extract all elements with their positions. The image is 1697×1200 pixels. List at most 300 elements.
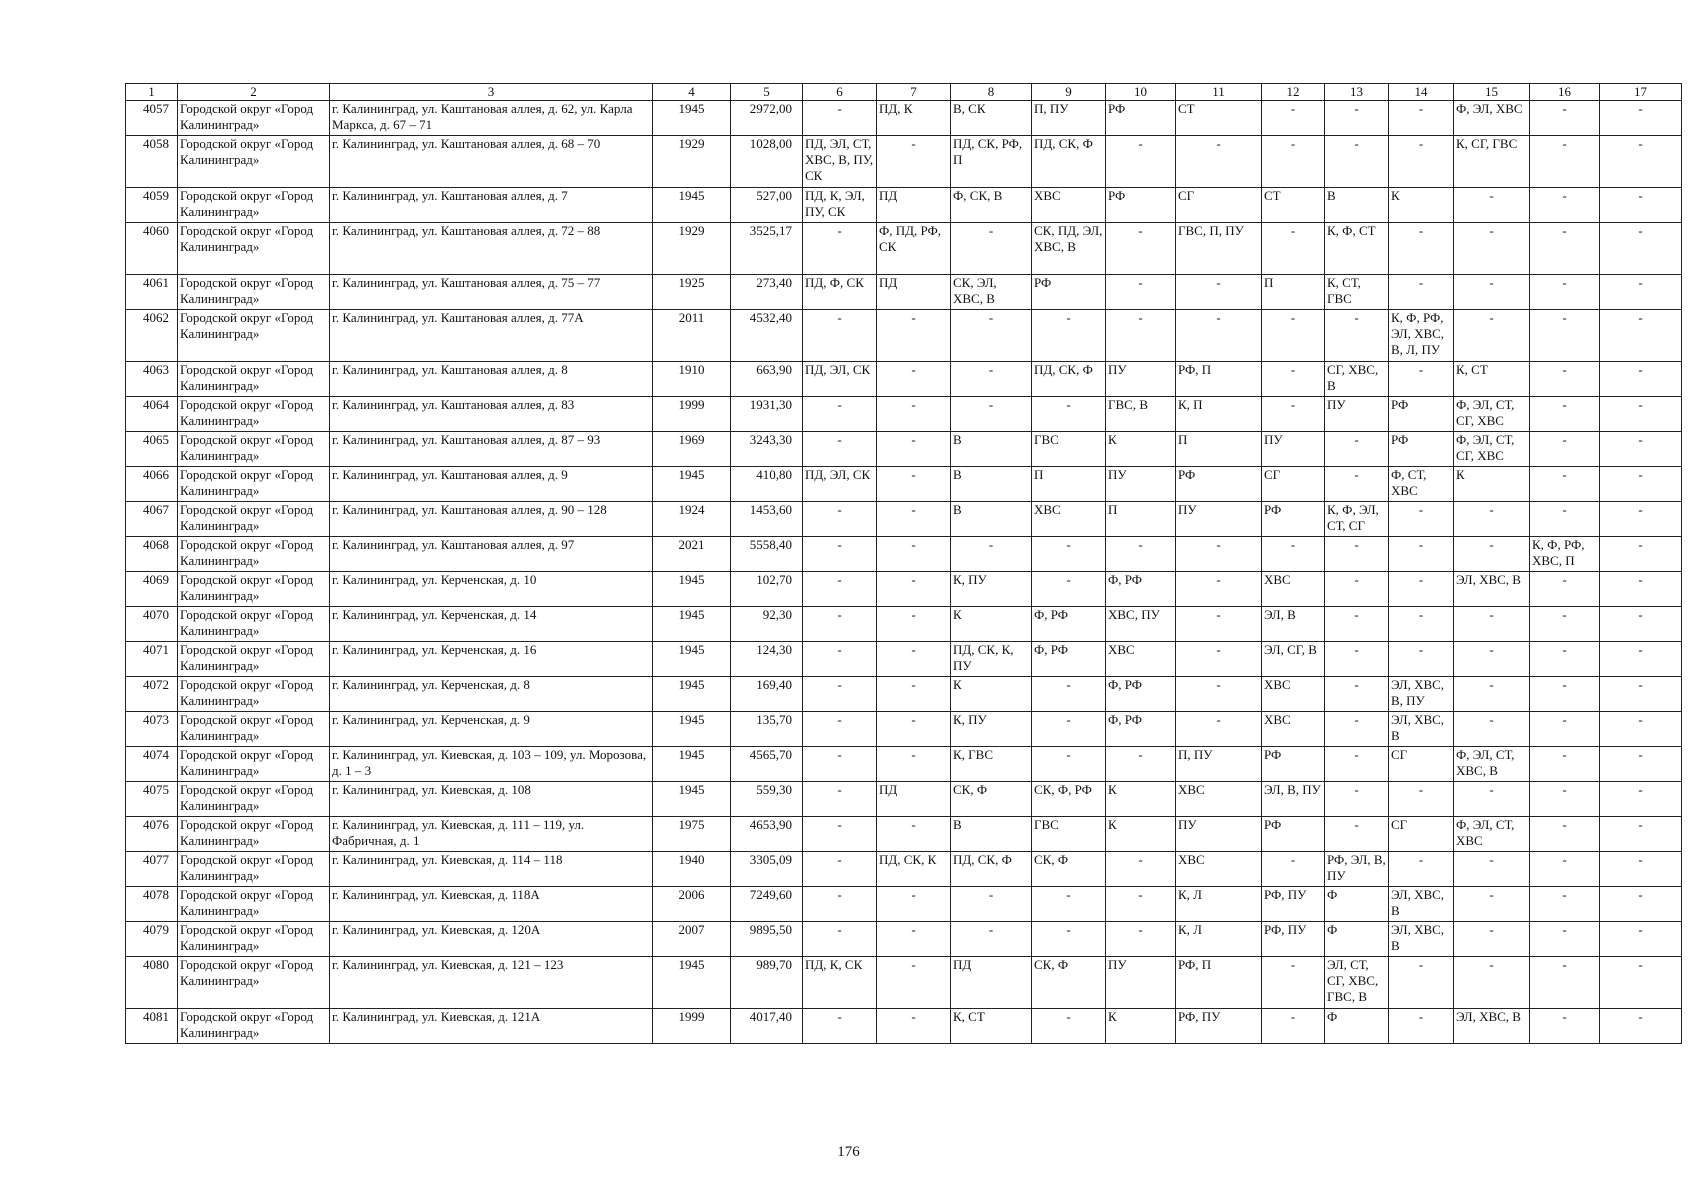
table-cell: К, Ф, РФ, ЭЛ, ХВС, В, Л, ПУ xyxy=(1389,310,1454,362)
table-cell: - xyxy=(951,223,1032,275)
table-row xyxy=(126,712,1682,747)
table-cell: РФ xyxy=(1262,502,1325,537)
table-cell: - xyxy=(877,607,951,642)
table-cell: 169,40 xyxy=(731,677,803,712)
row-number-cell: 4078 xyxy=(126,887,178,922)
table-row xyxy=(126,467,1682,502)
table-cell: - xyxy=(1325,101,1389,136)
table-cell: РФ xyxy=(1106,188,1176,223)
table-cell: РФ xyxy=(1389,432,1454,467)
table-cell: - xyxy=(951,397,1032,432)
table-cell: 273,40 xyxy=(731,275,803,310)
table-cell: - xyxy=(1530,397,1600,432)
table-cell: - xyxy=(1600,712,1682,747)
table-cell: - xyxy=(803,817,877,852)
municipality-cell: Городской округ «Город Калининград» xyxy=(178,642,330,677)
table-cell: - xyxy=(1600,467,1682,502)
column-header-14: 14 xyxy=(1389,84,1454,101)
table-cell: 1945 xyxy=(653,188,731,223)
table-cell: Ф, ЭЛ, СТ, ХВС xyxy=(1454,817,1530,852)
table-cell: - xyxy=(1454,537,1530,572)
municipality-cell: Городской округ «Город Калининград» xyxy=(178,502,330,537)
table-cell: - xyxy=(1389,502,1454,537)
column-header-8: 8 xyxy=(951,84,1032,101)
table-cell: - xyxy=(1600,275,1682,310)
municipality-cell: Городской округ «Город Калининград» xyxy=(178,223,330,275)
table-cell: Ф, РФ xyxy=(1032,607,1106,642)
table-cell: - xyxy=(1600,957,1682,1009)
row-number-cell: 4066 xyxy=(126,467,178,502)
table-cell: - xyxy=(1600,188,1682,223)
table-row xyxy=(126,188,1682,223)
table-cell: - xyxy=(877,572,951,607)
table-cell: - xyxy=(1530,467,1600,502)
column-header-16: 16 xyxy=(1530,84,1600,101)
row-number-cell: 4071 xyxy=(126,642,178,677)
table-cell: - xyxy=(1530,747,1600,782)
row-number-cell: 4057 xyxy=(126,101,178,136)
table-cell: 989,70 xyxy=(731,957,803,1009)
table-cell: 410,80 xyxy=(731,467,803,502)
table-cell: - xyxy=(803,223,877,275)
table-cell: ЭЛ, ХВС, В xyxy=(1389,712,1454,747)
table-cell: СК, ЭЛ, ХВС, В xyxy=(951,275,1032,310)
address-cell: г. Калининград, ул. Каштановая аллея, д. 75 – 77 xyxy=(330,275,653,310)
table-cell: 1028,00 xyxy=(731,136,803,188)
table-cell: СК, Ф, РФ xyxy=(1032,782,1106,817)
table-cell: ПД, СК, Ф xyxy=(1032,136,1106,188)
address-cell: г. Калининград, ул. Каштановая аллея, д. 68 – 70 xyxy=(330,136,653,188)
table-cell: - xyxy=(1325,677,1389,712)
table-cell: - xyxy=(1032,1009,1106,1044)
table-cell: - xyxy=(1600,607,1682,642)
table-cell: - xyxy=(1600,397,1682,432)
row-number-cell: 4061 xyxy=(126,275,178,310)
table-cell: - xyxy=(1262,101,1325,136)
table-cell: - xyxy=(1600,502,1682,537)
table-cell: ХВС xyxy=(1106,642,1176,677)
table-cell: - xyxy=(1600,432,1682,467)
column-header-5: 5 xyxy=(731,84,803,101)
table-cell: ХВС xyxy=(1262,712,1325,747)
table-cell: 4565,70 xyxy=(731,747,803,782)
table-cell: К, ГВС xyxy=(951,747,1032,782)
table-cell: - xyxy=(1032,922,1106,957)
table-cell: ПУ xyxy=(1176,817,1262,852)
table-cell: - xyxy=(1032,747,1106,782)
table-cell: П xyxy=(1032,467,1106,502)
address-cell: г. Калининград, ул. Каштановая аллея, д. 87 – 93 xyxy=(330,432,653,467)
municipality-cell: Городской округ «Город Калининград» xyxy=(178,712,330,747)
municipality-cell: Городской округ «Город Калининград» xyxy=(178,922,330,957)
table-cell: К, ПУ xyxy=(951,572,1032,607)
table-cell: - xyxy=(1176,136,1262,188)
table-cell: Ф, ПД, РФ, СК xyxy=(877,223,951,275)
table-cell: - xyxy=(1032,887,1106,922)
table-cell: - xyxy=(1389,607,1454,642)
table-row xyxy=(126,502,1682,537)
table-cell: Ф, РФ xyxy=(1106,677,1176,712)
table-cell: 1910 xyxy=(653,362,731,397)
table-cell: - xyxy=(877,1009,951,1044)
table-cell: РФ, П xyxy=(1176,957,1262,1009)
table-cell: К xyxy=(1106,432,1176,467)
table-cell: В xyxy=(951,467,1032,502)
municipality-cell: Городской округ «Город Калининград» xyxy=(178,397,330,432)
table-cell: 663,90 xyxy=(731,362,803,397)
table-cell: - xyxy=(803,101,877,136)
table-cell: 1931,30 xyxy=(731,397,803,432)
table-cell: - xyxy=(1600,310,1682,362)
table-cell: 1969 xyxy=(653,432,731,467)
table-cell: СГ xyxy=(1176,188,1262,223)
table-cell: - xyxy=(1325,642,1389,677)
table-cell: - xyxy=(803,782,877,817)
table-cell: 3243,30 xyxy=(731,432,803,467)
table-cell: 3305,09 xyxy=(731,852,803,887)
table-body xyxy=(126,101,1682,1044)
table-cell: - xyxy=(1600,362,1682,397)
table-cell: ПУ xyxy=(1262,432,1325,467)
table-cell: 1945 xyxy=(653,572,731,607)
row-number-cell: 4074 xyxy=(126,747,178,782)
table-cell: - xyxy=(1600,782,1682,817)
row-number-cell: 4062 xyxy=(126,310,178,362)
table-row xyxy=(126,101,1682,136)
address-cell: г. Калининград, ул. Керченская, д. 9 xyxy=(330,712,653,747)
table-cell: 4653,90 xyxy=(731,817,803,852)
table-cell: - xyxy=(1530,607,1600,642)
column-header-7: 7 xyxy=(877,84,951,101)
table-cell: 2021 xyxy=(653,537,731,572)
table-cell: - xyxy=(1389,572,1454,607)
column-header-13: 13 xyxy=(1325,84,1389,101)
table-cell: - xyxy=(1600,572,1682,607)
table-cell: 1945 xyxy=(653,782,731,817)
table-row xyxy=(126,1009,1682,1044)
table-cell: 135,70 xyxy=(731,712,803,747)
table-cell: - xyxy=(1106,136,1176,188)
table-cell: - xyxy=(803,852,877,887)
table-cell: - xyxy=(877,642,951,677)
table-cell: ЭЛ, СТ, СГ, ХВС, ГВС, В xyxy=(1325,957,1389,1009)
table-cell: - xyxy=(1389,852,1454,887)
table-row xyxy=(126,537,1682,572)
table-cell: РФ, ПУ xyxy=(1262,887,1325,922)
table-cell: - xyxy=(1176,537,1262,572)
table-cell: ХВС, ПУ xyxy=(1106,607,1176,642)
address-cell: г. Калининград, ул. Керченская, д. 8 xyxy=(330,677,653,712)
table-cell: - xyxy=(1262,957,1325,1009)
column-header-9: 9 xyxy=(1032,84,1106,101)
column-header-12: 12 xyxy=(1262,84,1325,101)
table-row xyxy=(126,310,1682,362)
table-cell: - xyxy=(1600,101,1682,136)
table-cell: К, П xyxy=(1176,397,1262,432)
table-cell: - xyxy=(1032,537,1106,572)
table-cell: - xyxy=(1454,957,1530,1009)
table-cell: - xyxy=(1176,607,1262,642)
table-cell: - xyxy=(1176,642,1262,677)
table-row xyxy=(126,922,1682,957)
table-cell: - xyxy=(1262,310,1325,362)
column-header-15: 15 xyxy=(1454,84,1530,101)
table-cell: 1945 xyxy=(653,957,731,1009)
table-row xyxy=(126,852,1682,887)
table-cell: - xyxy=(951,537,1032,572)
table-cell: - xyxy=(877,957,951,1009)
table-cell: - xyxy=(803,747,877,782)
table-cell: - xyxy=(1454,887,1530,922)
address-cell: г. Калининград, ул. Каштановая аллея, д. 83 xyxy=(330,397,653,432)
municipality-cell: Городской округ «Город Калининград» xyxy=(178,957,330,1009)
municipality-cell: Городской округ «Город Калининград» xyxy=(178,310,330,362)
table-cell: - xyxy=(1454,642,1530,677)
table-cell: - xyxy=(877,922,951,957)
table-cell: 1945 xyxy=(653,712,731,747)
table-cell: СТ xyxy=(1262,188,1325,223)
table-cell: СК, Ф xyxy=(1032,852,1106,887)
table-cell: К xyxy=(1454,467,1530,502)
table-cell: - xyxy=(1600,642,1682,677)
table-cell: - xyxy=(1325,572,1389,607)
table-cell: 1929 xyxy=(653,223,731,275)
table-cell: - xyxy=(1600,136,1682,188)
table-cell: - xyxy=(803,712,877,747)
table-cell: 1999 xyxy=(653,1009,731,1044)
table-cell: Ф, ЭЛ, ХВС xyxy=(1454,101,1530,136)
table-cell: - xyxy=(803,922,877,957)
table-cell: - xyxy=(1389,642,1454,677)
table-cell: - xyxy=(1106,852,1176,887)
row-number-cell: 4067 xyxy=(126,502,178,537)
address-cell: г. Калининград, ул. Керченская, д. 10 xyxy=(330,572,653,607)
municipality-cell: Городской округ «Город Калининград» xyxy=(178,101,330,136)
table-cell: - xyxy=(951,310,1032,362)
table-cell: К, Л xyxy=(1176,922,1262,957)
row-number-cell: 4069 xyxy=(126,572,178,607)
table-cell: К xyxy=(1389,188,1454,223)
table-cell: - xyxy=(803,397,877,432)
table-cell: - xyxy=(1454,607,1530,642)
table-cell: Ф xyxy=(1325,887,1389,922)
address-cell: г. Калининград, ул. Каштановая аллея, д. 72 – 88 xyxy=(330,223,653,275)
table-cell: - xyxy=(803,572,877,607)
table-cell: ПД xyxy=(877,188,951,223)
table-cell: - xyxy=(1530,677,1600,712)
table-cell: К xyxy=(951,607,1032,642)
row-number-cell: 4079 xyxy=(126,922,178,957)
table-cell: ХВС xyxy=(1032,502,1106,537)
table-cell: - xyxy=(1106,310,1176,362)
table-cell: 102,70 xyxy=(731,572,803,607)
table-cell: - xyxy=(1262,397,1325,432)
table-cell: ПД, СК, РФ, П xyxy=(951,136,1032,188)
page-number: 176 xyxy=(837,1144,860,1160)
municipality-cell: Городской округ «Город Калининград» xyxy=(178,852,330,887)
table-row xyxy=(126,362,1682,397)
table-cell: - xyxy=(1530,922,1600,957)
table-cell: 2011 xyxy=(653,310,731,362)
table-cell: РФ, ПУ xyxy=(1262,922,1325,957)
table-cell: - xyxy=(1389,782,1454,817)
table-cell: - xyxy=(803,537,877,572)
address-cell: г. Калининград, ул. Киевская, д. 118А xyxy=(330,887,653,922)
table-cell: - xyxy=(1176,310,1262,362)
table-cell: - xyxy=(1176,712,1262,747)
table-cell: - xyxy=(1325,537,1389,572)
table-cell: - xyxy=(1032,677,1106,712)
table-cell: ХВС xyxy=(1176,782,1262,817)
table-cell: В xyxy=(951,432,1032,467)
table-cell: - xyxy=(877,397,951,432)
table-cell: РФ xyxy=(1106,101,1176,136)
table-cell: Ф, РФ xyxy=(1106,712,1176,747)
table-cell: - xyxy=(1106,922,1176,957)
address-cell: г. Калининград, ул. Киевская, д. 108 xyxy=(330,782,653,817)
table-cell: - xyxy=(803,887,877,922)
table-cell: ПД, К, ЭЛ, ПУ, СК xyxy=(803,188,877,223)
table-cell: - xyxy=(1530,642,1600,677)
table-cell: - xyxy=(1176,572,1262,607)
table-row xyxy=(126,607,1682,642)
table-cell: СГ xyxy=(1389,747,1454,782)
table-cell: ПД, СК, К, ПУ xyxy=(951,642,1032,677)
table-cell: РФ, ЭЛ, В, ПУ xyxy=(1325,852,1389,887)
row-number-cell: 4064 xyxy=(126,397,178,432)
table-cell: К, СТ, ГВС xyxy=(1325,275,1389,310)
municipality-cell: Городской округ «Город Калининград» xyxy=(178,467,330,502)
table-cell: К, Л xyxy=(1176,887,1262,922)
column-header-2: 2 xyxy=(178,84,330,101)
municipality-cell: Городской округ «Город Калининград» xyxy=(178,537,330,572)
table-cell: 1945 xyxy=(653,677,731,712)
table-cell: - xyxy=(1530,572,1600,607)
municipality-cell: Городской округ «Город Калининград» xyxy=(178,607,330,642)
table-cell: ПД, ЭЛ, СТ, ХВС, В, ПУ, СК xyxy=(803,136,877,188)
table-cell: ПД, СК, К xyxy=(877,852,951,887)
table-cell: ЭЛ, ХВС, В xyxy=(1389,922,1454,957)
table-cell: - xyxy=(1262,1009,1325,1044)
table-cell: - xyxy=(1600,747,1682,782)
table-cell: - xyxy=(951,362,1032,397)
table-cell: - xyxy=(1176,275,1262,310)
table-cell: Ф, ЭЛ, СТ, СГ, ХВС xyxy=(1454,432,1530,467)
table-cell: 1945 xyxy=(653,642,731,677)
column-header-1: 1 xyxy=(126,84,178,101)
row-number-cell: 4077 xyxy=(126,852,178,887)
table-cell: 92,30 xyxy=(731,607,803,642)
table-cell: - xyxy=(877,467,951,502)
table-cell: 1945 xyxy=(653,747,731,782)
table-cell: - xyxy=(1530,887,1600,922)
table-cell: ХВС xyxy=(1032,188,1106,223)
table-cell: В xyxy=(1325,188,1389,223)
table-cell: К xyxy=(1106,1009,1176,1044)
table-cell: - xyxy=(1032,572,1106,607)
table-cell: - xyxy=(1600,922,1682,957)
table-cell: ХВС xyxy=(1176,852,1262,887)
table-cell: - xyxy=(1262,136,1325,188)
table-cell: - xyxy=(1454,712,1530,747)
table-cell: СК, Ф xyxy=(1032,957,1106,1009)
table-cell: РФ xyxy=(1262,817,1325,852)
table-row xyxy=(126,572,1682,607)
table-cell: ПД, Ф, СК xyxy=(803,275,877,310)
column-header-11: 11 xyxy=(1176,84,1262,101)
address-cell: г. Калининград, ул. Киевская, д. 121А xyxy=(330,1009,653,1044)
table-cell: К, СТ xyxy=(1454,362,1530,397)
table-cell: П xyxy=(1106,502,1176,537)
table-cell: ПУ xyxy=(1176,502,1262,537)
table-cell: ЭЛ, СГ, В xyxy=(1262,642,1325,677)
table-cell: - xyxy=(1325,432,1389,467)
row-number-cell: 4073 xyxy=(126,712,178,747)
table-cell: Ф xyxy=(1325,1009,1389,1044)
row-number-cell: 4072 xyxy=(126,677,178,712)
table-cell: - xyxy=(877,712,951,747)
table-cell: - xyxy=(1325,712,1389,747)
table-cell: 1945 xyxy=(653,467,731,502)
table-cell: К, СТ xyxy=(951,1009,1032,1044)
table-cell: Ф, РФ xyxy=(1106,572,1176,607)
table-cell: - xyxy=(1106,747,1176,782)
table-cell: 1940 xyxy=(653,852,731,887)
table-cell: - xyxy=(877,817,951,852)
table-cell: В, СК xyxy=(951,101,1032,136)
table-cell: 559,30 xyxy=(731,782,803,817)
table-cell: - xyxy=(1325,782,1389,817)
table-row xyxy=(126,642,1682,677)
table-cell: - xyxy=(1530,101,1600,136)
table-cell: - xyxy=(1454,677,1530,712)
table-cell: - xyxy=(1454,922,1530,957)
table-cell: - xyxy=(1389,101,1454,136)
table-cell: СТ xyxy=(1176,101,1262,136)
table-cell: СГ xyxy=(1389,817,1454,852)
table-cell: ПД, СК, Ф xyxy=(951,852,1032,887)
row-number-cell: 4063 xyxy=(126,362,178,397)
row-number-cell: 4081 xyxy=(126,1009,178,1044)
municipality-cell: Городской округ «Город Калининград» xyxy=(178,432,330,467)
address-cell: г. Калининград, ул. Каштановая аллея, д. 97 xyxy=(330,537,653,572)
address-cell: г. Калининград, ул. Керченская, д. 16 xyxy=(330,642,653,677)
column-header-6: 6 xyxy=(803,84,877,101)
table-cell: 2006 xyxy=(653,887,731,922)
table-cell: ЭЛ, ХВС, В, ПУ xyxy=(1389,677,1454,712)
table-cell: 1945 xyxy=(653,607,731,642)
table-cell: ПУ xyxy=(1106,362,1176,397)
table-cell: - xyxy=(1032,397,1106,432)
table-cell: - xyxy=(1389,362,1454,397)
table-cell: К xyxy=(1106,817,1176,852)
table-cell: ПД, К xyxy=(877,101,951,136)
municipality-cell: Городской округ «Город Калининград» xyxy=(178,887,330,922)
table-cell: - xyxy=(1032,310,1106,362)
table-row xyxy=(126,957,1682,1009)
row-number-cell: 4058 xyxy=(126,136,178,188)
row-number-cell: 4076 xyxy=(126,817,178,852)
table-cell: 9895,50 xyxy=(731,922,803,957)
table-cell: - xyxy=(803,1009,877,1044)
table-cell: - xyxy=(877,677,951,712)
table-cell: - xyxy=(951,922,1032,957)
table-cell: - xyxy=(1530,957,1600,1009)
table-cell: РФ, П xyxy=(1176,362,1262,397)
table-cell: - xyxy=(1454,223,1530,275)
table-cell: - xyxy=(1176,677,1262,712)
table-cell: - xyxy=(1530,1009,1600,1044)
